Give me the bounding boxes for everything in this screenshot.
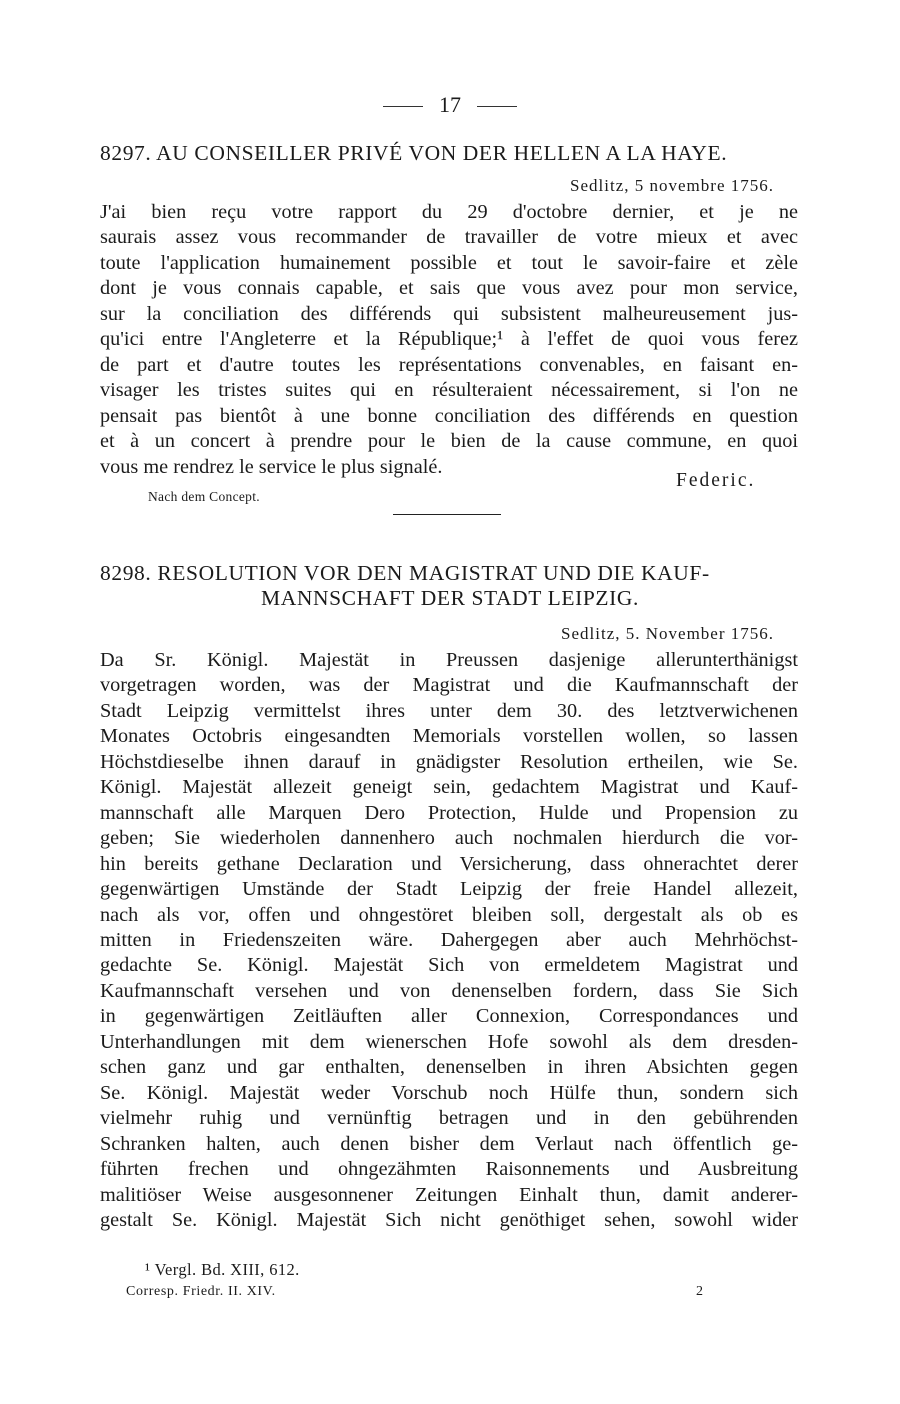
text-line: vorgetragen worden, was der Magistrat und die Kaufmannschaft der [100,674,798,697]
letter-8298-dateline: Sedlitz, 5. November 1756. [561,624,774,643]
text-line: Monates Octobris eingesandten Memorials vorstellen wollen, so lassen [100,725,798,748]
letter-8297-body [100,200,798,480]
text-line: Königl. Majestät allezeit geneigt sein, gedachtem Magistrat und Kauf- [100,776,798,799]
text-line: geben; Sie wiederholen dannenhero auch nochmalen hierdurch die vor- [100,827,798,850]
text-line: Se. Königl. Majestät weder Vorschub noch Hülfe thun, sondern sich [100,1081,798,1104]
text-line: nach als vor, offen und ohngestöret bleiben soll, dergestalt als ob es [100,903,798,926]
text-line: saurais assez vous recommander de travailler de votre mieux et avec [100,226,798,249]
text-line: pensait pas bientôt à une bonne conciliation des différends en question [100,404,798,427]
footer-signature-mark: Corresp. Friedr. II. XIV. [126,1284,276,1299]
header-rule-left [383,106,423,107]
text-line: Stadt Leipzig vermittelst ihres unter dem 30. des letztverwichenen [100,699,798,722]
text-line: mitten in Friedenszeiten wäre. Dahergegen aber auch Mehrhöchst- [100,928,798,951]
text-line: führten frechen und ohngezähmten Raisonnements und Ausbreitung [100,1158,798,1181]
footnote: ¹ Vergl. Bd. XIII, 612. [145,1260,300,1279]
text-line: malitiöser Weise ausgesonnener Zeitungen Einhalt thun, damit anderer- [100,1183,798,1206]
text-line: sur la conciliation des différends qui subsistent malheureusement jus- [100,302,798,325]
text-line: vielmehr ruhig und vernünftig betragen und in den gebührenden [100,1107,798,1130]
letter-8297-heading: 8297. AU CONSEILLER PRIVÉ VON DER HELLEN A LA HAYE. [100,141,728,165]
page-number: 17 [439,92,461,117]
text-line: dont je vous connais capable, et sais que vous avez pour mon service, [100,277,798,300]
text-line: de part et d'autre toutes les représentations convenables, en faisant en- [100,353,798,376]
text-line: toute l'application humainement possible et tout le savoir-faire et zèle [100,251,798,274]
text-line: Unterhandlungen mit dem wienerschen Hofe sowohl als dem dresden- [100,1030,798,1053]
text-line: Kaufmannschaft versehen und von denenselben fordern, dass Sie Sich [100,979,798,1002]
text-line: et à un concert à prendre pour le bien de la cause commune, en quoi [100,430,798,453]
text-line: visager les tristes suites qui en résulteraient nécessairement, si l'on ne [100,379,798,402]
text-line: qu'ici entre l'Angleterre et la République;¹ à l'effet de quoi vous ferez [100,328,798,351]
source-note: Nach dem Concept. [148,489,260,504]
text-line: vous me rendrez le service le plus signalé. [100,455,443,478]
section-separator [393,514,501,515]
text-line: gedachte Se. Königl. Majestät Sich von ermeldetem Magistrat und [100,954,798,977]
text-line: mannschaft alle Marquen Dero Protection, Hulde und Propension zu [100,801,798,824]
letter-8298-heading: 8298. RESOLUTION VOR DEN MAGISTRAT UND DIE KAUF- [100,561,710,585]
text-line: J'ai bien reçu votre rapport du 29 d'octobre dernier, et je ne [100,201,798,223]
page-header [0,92,900,118]
text-line: hin bereits gethane Declaration und Versicherung, dass ohnerachtet derer [100,852,798,875]
letter-8298-body [100,648,798,1233]
letter-8297-dateline: Sedlitz, 5 novembre 1756. [570,176,774,195]
text-line: Höchstdieselbe ihnen darauf in gnädigster Resolution ertheilen, wie Se. [100,750,798,773]
text-line: gegenwärtigen Umstände der Stadt Leipzig der freie Handel allezeit, [100,878,798,901]
text-line: Schranken halten, auch denen bisher dem Verlaut nach öffentlich ge- [100,1132,798,1155]
text-line: Da Sr. Königl. Majestät in Preussen dasjenige allerunterthänigst [100,649,798,671]
text-line: schen ganz und gar enthalten, denenselben in ihren Absichten gegen [100,1056,798,1079]
text-line: in gegenwärtigen Zeitläuften aller Connexion, Correspondances und [100,1005,798,1028]
header-rule-right [477,106,517,107]
letter-8298-heading-cont: MANNSCHAFT DER STADT LEIPZIG. [260,586,640,610]
footer-sheet-number: 2 [696,1284,703,1299]
text-line: gestalt Se. Königl. Majestät Sich nicht genöthiget sehen, sowohl wider [100,1208,798,1231]
signature: Federic. [676,470,756,491]
